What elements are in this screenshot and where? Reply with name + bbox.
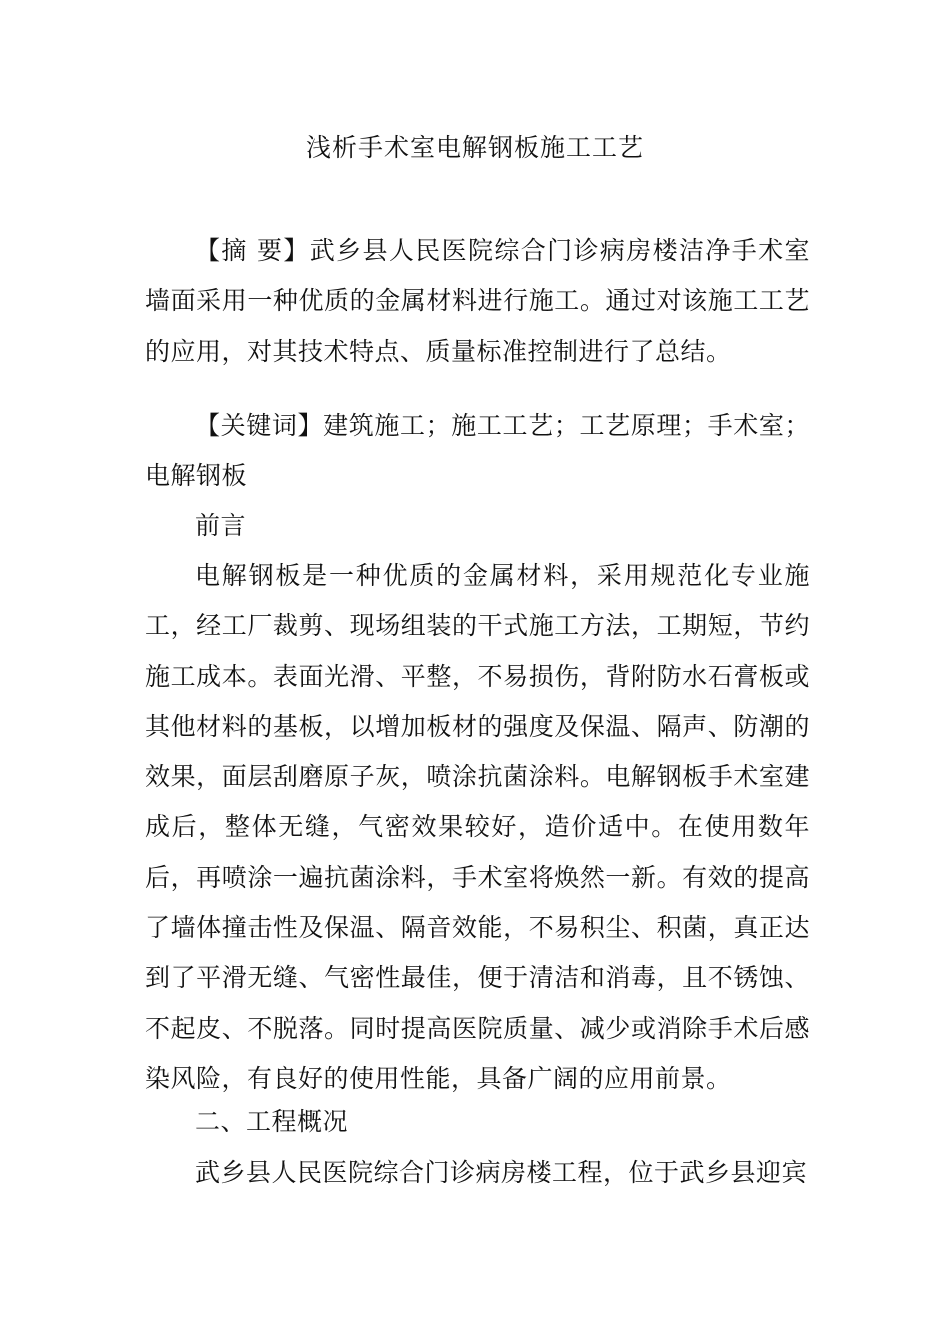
project-overview-paragraph: 武乡县人民医院综合门诊病房楼工程，位于武乡县迎宾 [195, 1158, 808, 1187]
section-heading-preface: 前言 [195, 511, 247, 540]
document-title: 浅析手术室电解钢板施工工艺 [305, 133, 644, 162]
preface-paragraph: 电解钢板是一种优质的金属材料，采用规范化专业施工，经工厂裁剪、现场组装的干式施工方法，工期短，节约施工成本。表面光滑、平整，不易损伤，背附防水石膏板或其他材料的基板，以增加板材的强度及保温、隔声、防潮的效果，面层刮磨原子灰，喷涂抗菌涂料。电解钢板手术室建成后，整体无缝，气密效果较好，造价适中。在使用数年后，再喷涂一遍抗菌涂料，手术室将焕然一新。有效的提高了墙体撞击性及保温、隔音效能，不易积尘、积菌，真正达到了平滑无缝、气密性最佳，便于清洁和消毒，且不锈蚀、不起皮、不脱落。同时提高医院质量、减少或消除手术后感染风险，有良好的使用性能，具备广阔的应用前景。 [145, 561, 810, 1093]
section-heading-project-overview: 二、工程概况 [195, 1107, 349, 1136]
abstract-paragraph: 【摘 要】武乡县人民医院综合门诊病房楼洁净手术室墙面采用一种优质的金属材料进行施工。通过对该施工工艺的应用，对其技术特点、质量标准控制进行了总结。 [145, 236, 810, 366]
keywords-paragraph: 【关键词】建筑施工；施工工艺；工艺原理；手术室；电解钢板 [145, 411, 810, 491]
